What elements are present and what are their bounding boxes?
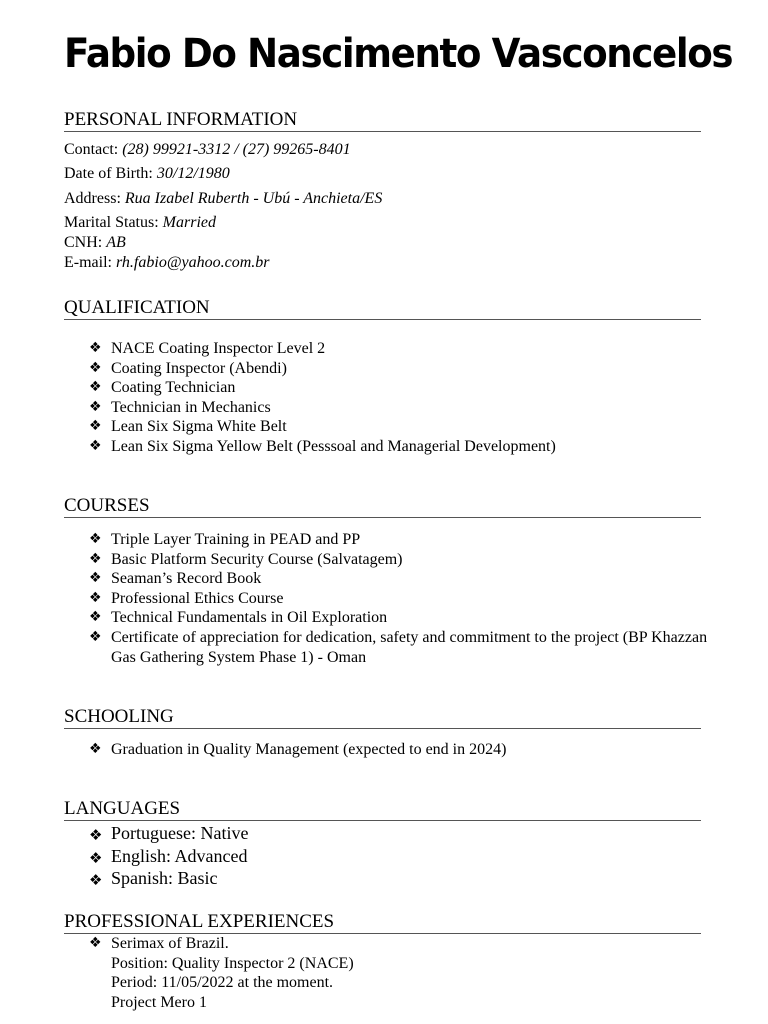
- section-heading-schooling: SCHOOLING: [64, 706, 701, 729]
- contact-value: (28) 99921-3312 / (27) 99265-8401: [122, 141, 351, 158]
- experience-company: Serimax of Brazil.: [111, 935, 229, 952]
- list-item: ❖ Portuguese: Native: [89, 822, 248, 845]
- list-item: ❖ Certificate of appreciation for dedication, safety and commitment to the project (BP Khazzan Gas Gathering System Phase 1) - Oman: [89, 628, 708, 666]
- diamond-bullet-icon: ❖: [89, 550, 102, 567]
- email-label: E-mail:: [64, 254, 112, 271]
- diamond-bullet-icon: ❖: [89, 359, 102, 376]
- diamond-bullet-icon: ❖: [89, 437, 102, 454]
- address-line: [64, 189, 382, 209]
- diamond-bullet-icon: ❖: [89, 340, 102, 356]
- list-item: ❖ Seaman’s Record Book: [89, 570, 262, 588]
- list-item: ❖ Technical Fundamentals in Oil Exploration: [89, 609, 388, 627]
- section-heading-languages: LANGUAGES: [64, 798, 701, 821]
- cnh-line: [64, 233, 126, 253]
- diamond-bullet-icon: ❖: [89, 531, 102, 547]
- diamond-bullet-icon: ❖: [89, 379, 102, 396]
- schooling-list: [89, 740, 506, 760]
- courses-list: [89, 530, 721, 667]
- list-item: ❖ Triple Layer Training in PEAD and PP: [89, 531, 361, 548]
- section-heading-professional-experiences: PROFESSIONAL EXPERIENCES: [64, 911, 701, 934]
- marital-status-line: [64, 213, 216, 233]
- list-item: ❖ Lean Six Sigma Yellow Belt (Pesssoal and Managerial Development): [89, 437, 556, 455]
- diamond-bullet-icon: ❖: [89, 609, 102, 626]
- list-item: ❖ Basic Platform Security Course (Salvatagem): [89, 550, 403, 568]
- experience-period: Period: 11/05/2022 at the moment.: [111, 974, 334, 992]
- list-item: ❖ Lean Six Sigma White Belt: [89, 418, 287, 436]
- diamond-bullet-icon: ❖: [89, 741, 102, 757]
- diamond-bullet-icon: ❖: [89, 848, 103, 867]
- cnh-label: CNH:: [64, 234, 103, 251]
- section-heading-personal-information: PERSONAL INFORMATION: [64, 109, 701, 132]
- address-label: Address:: [64, 190, 121, 207]
- diamond-bullet-icon: ❖: [89, 589, 102, 606]
- section-heading-courses: COURSES: [64, 495, 701, 518]
- list-item: ❖ Professional Ethics Course: [89, 589, 284, 607]
- experience-position: Position: Quality Inspector 2 (NACE): [111, 954, 354, 972]
- diamond-bullet-icon: ❖: [89, 570, 102, 587]
- experience-list: [89, 934, 354, 1012]
- experience-entry: [89, 934, 354, 1012]
- list-item: ❖ Graduation in Quality Management (expected to end in 2024): [89, 741, 507, 758]
- list-item: ❖ English: Advanced: [89, 845, 248, 868]
- qualification-list: [89, 339, 556, 457]
- address-value: Rua Izabel Ruberth - Ubú - Anchieta/ES: [124, 190, 383, 207]
- candidate-name: Fabio Do Nascimento Vasconcelos: [64, 31, 733, 77]
- marital-value: Married: [162, 214, 216, 231]
- list-item: ❖ Technician in Mechanics: [89, 398, 271, 416]
- contact-line: [64, 140, 351, 160]
- dob-value: 30/12/1980: [156, 165, 230, 182]
- date-of-birth-line: [64, 164, 230, 184]
- experience-project: Project Mero 1: [111, 993, 207, 1011]
- list-item: ❖ Coating Technician: [89, 379, 236, 397]
- diamond-bullet-icon: ❖: [89, 418, 102, 435]
- email-line: [64, 253, 270, 273]
- diamond-bullet-icon: ❖: [89, 826, 103, 844]
- email-value: rh.fabio@yahoo.com.br: [115, 254, 270, 271]
- diamond-bullet-icon: ❖: [89, 871, 103, 889]
- cnh-value: AB: [106, 234, 126, 251]
- diamond-bullet-icon: ❖: [89, 398, 102, 415]
- diamond-bullet-icon: ❖: [89, 935, 102, 951]
- marital-label: Marital Status:: [64, 214, 159, 231]
- section-heading-qualification: QUALIFICATION: [64, 297, 701, 320]
- list-item: ❖ Spanish: Basic: [89, 867, 248, 890]
- list-item: ❖ Coating Inspector (Abendi): [89, 359, 287, 377]
- languages-list: [89, 822, 248, 890]
- contact-label: Contact:: [64, 141, 119, 158]
- diamond-bullet-icon: ❖: [89, 628, 102, 645]
- dob-label: Date of Birth:: [64, 165, 153, 182]
- list-item: ❖ NACE Coating Inspector Level 2: [89, 340, 326, 357]
